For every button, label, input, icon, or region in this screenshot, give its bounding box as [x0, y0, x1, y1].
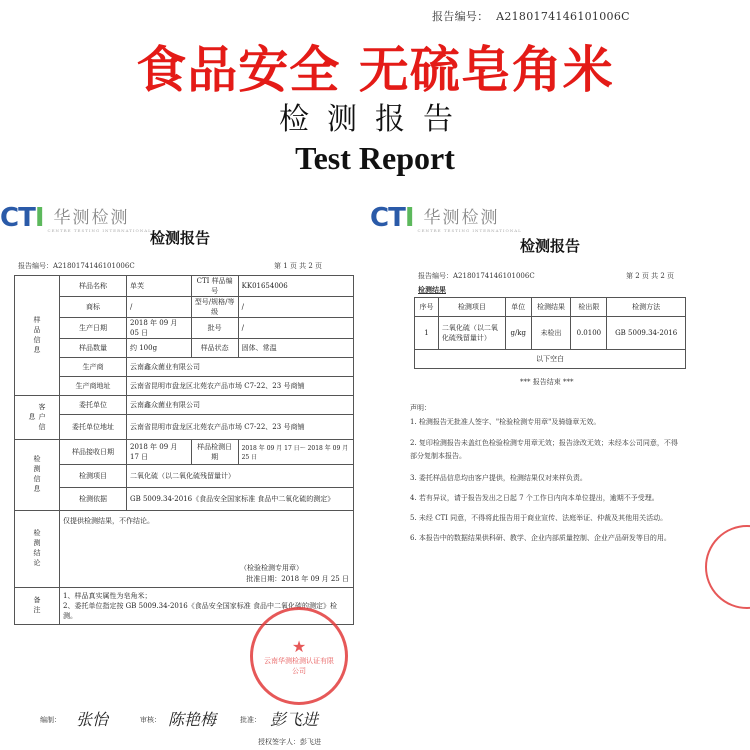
- left-page: 第 1 页 共 2 页: [274, 262, 323, 270]
- left-logo: CTI 华测检测 CENTRE TESTING INTERNATIONAL: [0, 203, 152, 233]
- right-doc-title: 检测报告: [520, 237, 581, 255]
- cti-logo-icon: CTI: [0, 203, 44, 233]
- statement-item: 5. 未经 CTI 同意，不得将此报告用于商业宣传、法庭举证、仲裁及其他用关活动。: [410, 514, 668, 522]
- statement-item: 1. 检测报告无批准人签字、"检验检测专用章"及骑缝章无效。: [410, 418, 601, 426]
- statement-item: 4. 若有异议，请于报告发出之日起 7 个工作日内向本单位提出，逾期不予受理。: [410, 494, 659, 502]
- report-end: *** 报告结束 ***: [520, 378, 574, 386]
- sign-reviewer-label: 审核：: [140, 716, 161, 724]
- sign-editor: 张怡: [76, 710, 109, 729]
- statement-item: 6. 本报告中的数据结果供科研、教学、企业内部质量控制、企业产品研发等目的用。: [410, 534, 671, 542]
- subtitle-cn: 检测报告: [279, 102, 471, 137]
- statement-item: 3. 委托样品信息均由客户提供，检测结果仅对来样负责。: [410, 474, 587, 482]
- left-doc-title: 检测报告: [150, 229, 211, 247]
- left-report-no: 报告编号：A2180174146101006C: [18, 262, 135, 270]
- official-stamp: ★ 云南华测检测认证有限公司: [250, 607, 348, 705]
- cti-logo-icon: CTI: [370, 203, 414, 233]
- headline: 食品安全 无硫皂角米: [136, 41, 614, 99]
- right-document: [370, 195, 750, 615]
- right-page: 第 2 页 共 2 页: [626, 272, 675, 280]
- statement-item: 2. 复印检测报告未盖红色检验检测专用章无效；报告涂改无效；未经本公司同意，不得部分复制本报告。: [410, 439, 678, 460]
- left-report-table: 样品信息 样品名称 单芙 CTI 样品编号 KK01654006 商标 / 型号/规格/等级 / 生产日期 2018 年 09 月 05 日 批号 / 样品数量 约 100g 样品状态 固体、常温 生产商 云南鑫众菌业有限公司 生产商地址 云南省昆明市盘龙区北苑农产品市场 C7-22、23 号商铺 客户信息 委托单位 云南鑫众菌业有限公司 委托单位地址 云南省昆明市盘龙区北苑农产品市场 C7-22、23 号商铺 检测信息 样品接收日期 2018 年 09 月 17 日 样品检测日期 2018 年 09 月 17 日～ 2018 年 09 月 25 日 检测项目 二氧化硫（以二氧化硫残留量计） 检测依据 GB 5009.34-2016《食品安全国家标准 食品中二氧化硫的测定》 检测结论 仅提供检测结果，不作结论。 （检验检测专用章） 批准日期：2018 年 09 月 25 日 备注 1、样品真实属性为皂角米； 2、委托单位指定按 GB 5009.34-2016《食品安全国家标准 食品中二氧化硫的测定》检测。: [14, 275, 354, 625]
- statements-list: [410, 417, 678, 553]
- right-logo: CTI 华测检测 CENTRE TESTING INTERNATIONAL: [370, 203, 522, 233]
- subtitle-en: Test Report: [295, 140, 455, 176]
- statement-label: 声明：: [410, 404, 431, 412]
- result-section-title: 检测结果: [418, 285, 446, 294]
- sign-approver: 彭飞进: [270, 710, 319, 729]
- sign-approver-label: 批准：: [240, 716, 261, 724]
- left-document: [0, 195, 362, 750]
- result-table: 序号 检测项目 单位 检测结果 检出限 检测方法 1 二氧化硫（以二氧化硫残留量计） g/kg 未检出 0.0100 GB 5009.34-2016 以下空白: [414, 297, 686, 369]
- sign-reviewer: 陈艳梅: [168, 710, 217, 729]
- right-report-no: 报告编号：A2180174146101006C: [418, 272, 535, 280]
- authorized-signer: 授权签字人：彭飞进: [258, 738, 321, 746]
- sign-editor-label: 编制：: [40, 716, 61, 724]
- report-number: 报告编号： A2180174146101006C: [432, 10, 630, 23]
